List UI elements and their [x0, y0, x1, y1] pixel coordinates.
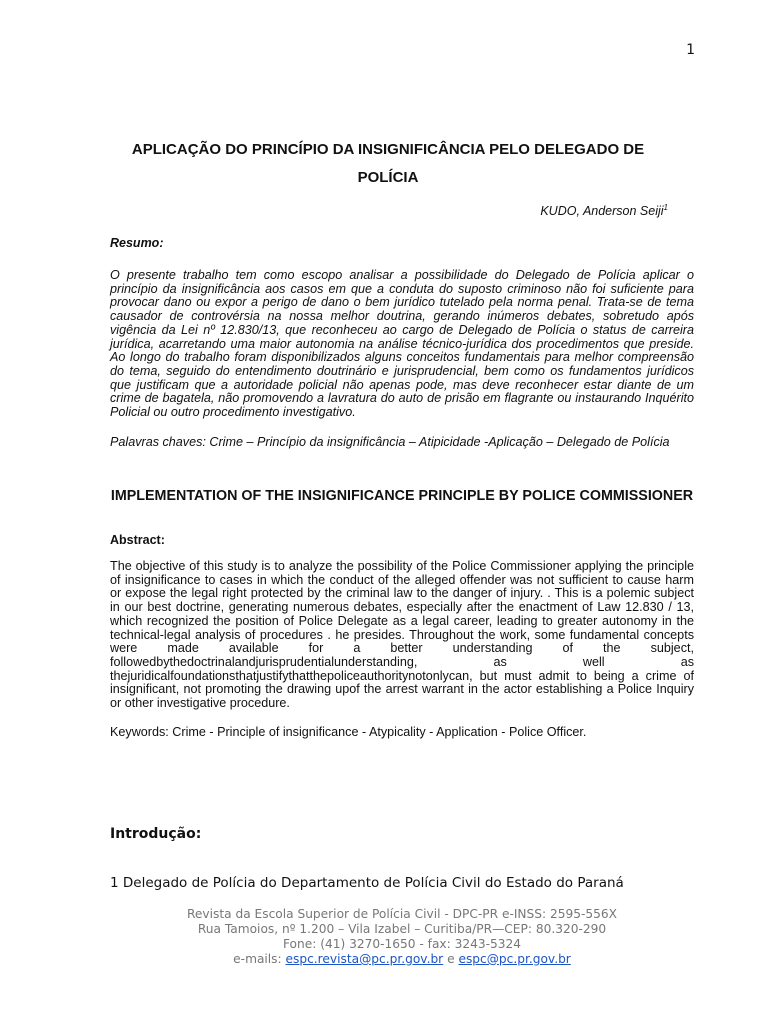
title-portuguese: [110, 138, 666, 190]
email-link-revista[interactable]: espc.revista@pc.pr.gov.br: [285, 952, 444, 966]
email-link-espc[interactable]: espc@pc.pr.gov.br: [458, 952, 571, 966]
footnote: 1 Delegado de Polícia do Departamento de Polícia Civil do Estado do Paraná: [110, 875, 624, 891]
abstract-label: Abstract:: [110, 533, 165, 547]
title-line-1: APLICAÇÃO DO PRINCÍPIO DA INSIGNIFICÂNCIA PELO DELEGADO DE: [131, 141, 645, 158]
footer-emails: [110, 952, 694, 967]
author: [540, 203, 668, 218]
resumo-text: O presente trabalho tem como escopo analisar a possibilidade do Delegado de Polícia aplicar o princípio da insignificância aos casos em que a conduta do suposto criminoso não foi suficiente para provocar dano ou expor a perigo de dano o bem jurídico tutelado pela norma penal. Trata-se de tema causador de controvérsia na nossa melhor doutrina, gerando inúmeros debates, sobretudo após vigência da Lei nº 12.830/13, que reconheceu ao cargo de Delegado de Polícia o status de carreira jurídica, acarretando uma maior autonomia na análise técnico-jurídica dos procedimentos que preside. Ao longo do trabalho foram disponibilizados alguns conceitos fundamentais para melhor compreensão do tema, seguido do entendimento doutrinário e jurisprudencial, bem como os fundamentos jurídicos que justificam que a autoridade policial não apenas pode, mas deve reconhecer estar diante de um crime de bagatela, não promovendo a lavratura do auto de prisão em flagrante ou instaurando Inquérito Policial ou outro procedimento investigativo.: [110, 268, 694, 420]
palavras-chave: Palavras chaves: Crime – Princípio da insignificância – Atipicidade -Aplicação – Delegado de Polícia: [110, 435, 670, 449]
title-english: IMPLEMENTATION OF THE INSIGNIFICANCE PRINCIPLE BY POLICE COMMISSIONER: [110, 488, 694, 504]
journal-footer: [110, 907, 694, 967]
resumo-label: Resumo:: [110, 236, 164, 250]
author-name: KUDO, Anderson Seiji: [540, 204, 664, 219]
footer-line-3: Fone: (41) 3270-1650 - fax: 3243-5324: [282, 937, 522, 951]
introduction-heading: Introdução:: [110, 826, 202, 842]
title-line-2: POLÍCIA: [357, 169, 419, 186]
footnote-marker: 1: [663, 203, 668, 212]
email-separator: e: [447, 952, 455, 966]
emails-label: e-mails:: [233, 952, 282, 966]
keywords: Keywords: Crime - Principle of insignificance - Atypicality - Application - Police Officer.: [110, 725, 587, 739]
footer-line-2: Rua Tamoios, nº 1.200 – Vila Izabel – Curitiba/PR—CEP: 80.320-290: [197, 922, 607, 936]
page-number: 1: [686, 42, 695, 58]
abstract-text: The objective of this study is to analyze the possibility of the Police Commissioner applying the principle of insignificance to cases in which the conduct of the alleged offender was not sufficient to cause harm or expose the legal right protected by the criminal law to the danger of injury. . This is a polemic subject in our best doctrine, generating numerous debates, especially after the enactment of Law 12.830 / 13, which recognized the position of Police Delegate as a legal career, leading to greater autonomy in the technical-legal analysis of procedures . he presides. Throughout the work, some fundamental concepts were made available for a better understanding of the subject, followedbythedoctrinalandjurisprudentialunderstanding, as well as thejuridicalfoundationsthatjustifythatthepoliceauthoritynotonlycan, but must admit to being a crime of insignificant, not promoting the drawing upof the arrest warrant in the actor establishing a Police Inquiry or other investigative procedure.: [110, 559, 694, 711]
footer-line-1: Revista da Escola Superior de Polícia Civil - DPC-PR e-INSS: 2595-556X: [186, 907, 618, 921]
